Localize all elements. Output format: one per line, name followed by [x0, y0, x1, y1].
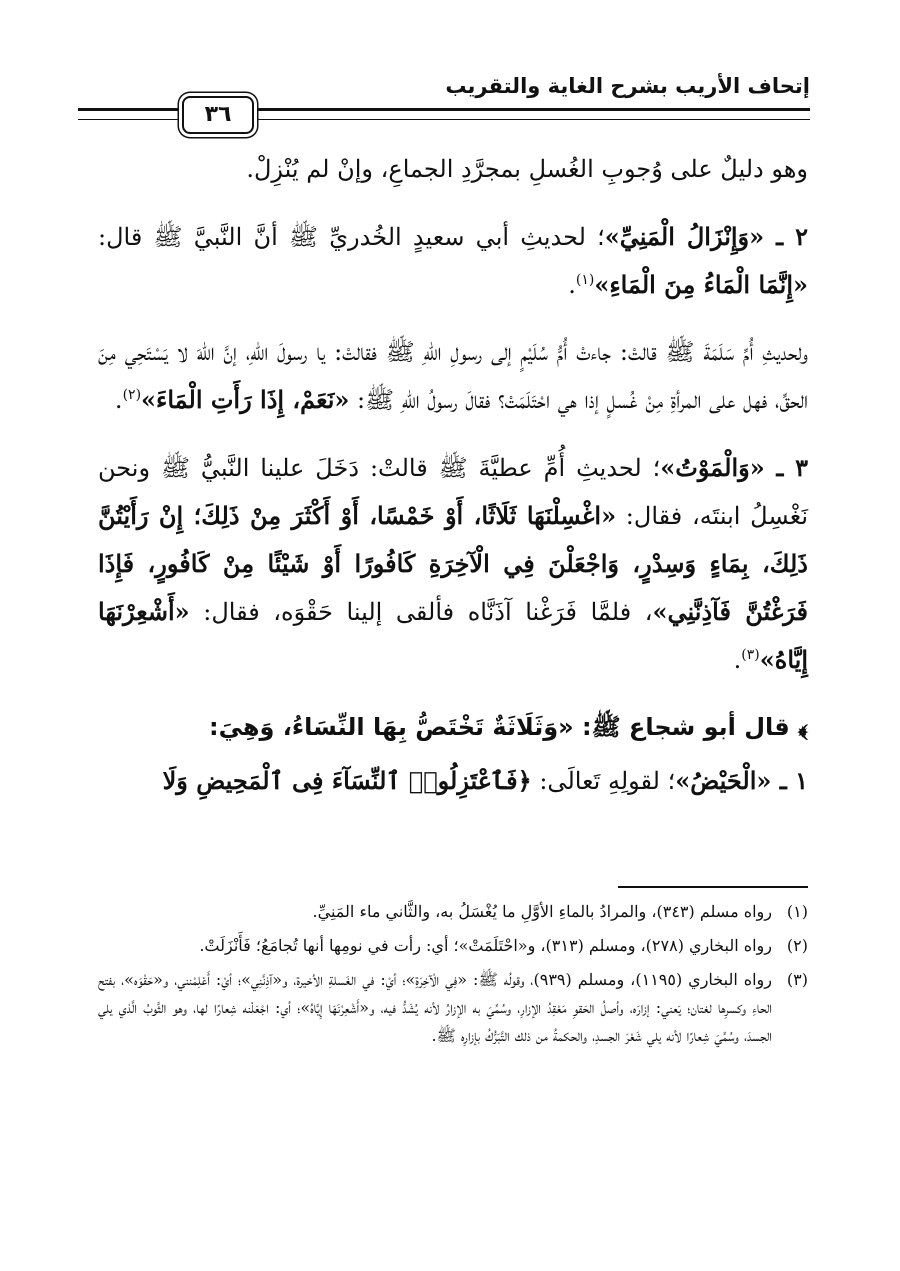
paragraph-3-text: ولحديثِ أُمِّ سَلَمَةَ ﷺ قالتْ: جاءتْ أُمُّ سُلَيْمٍ إلى رسولِ اللهِ ﷺ فقالتْ: يا رسولَ اللهِ، إنَّ اللهَ لا يَسْتَحِي مِنَ الحقِّ، فهل على المرأةِ مِنْ غُسلٍ إذا هي احْتَلَمَتْ؟ فقالَ رسولُ اللهِ ﷺ:: [98, 338, 808, 414]
footnote-ref-1[interactable]: (١): [575, 272, 595, 288]
quran-verse: ﴿فَٱعْتَزِلُوا۟ ٱلنِّسَآءَ فِى ٱلْمَحِيضِ وَلَا: [162, 766, 532, 795]
footnote-text: رواه مسلم (٣٤٣)، والمرادُ بالماءِ الأوَّلِ ما يُغْسَلُ به، والثَّاني ماء المَنِيِّ.: [312, 902, 772, 921]
item-2-hadith: «إِنَّمَا الْمَاءُ مِنَ الْمَاءِ»: [594, 270, 808, 299]
footnotes: [98, 898, 808, 1056]
paragraph-1-text: وهو دليلٌ على وُجوبِ الغُسلِ بمجرَّدِ الجماعِ، وإنْ لم يُنْزِلْ.: [246, 155, 808, 183]
page-number: ٣٦: [182, 96, 254, 134]
footnote-ref-3[interactable]: (٣): [741, 647, 760, 663]
footnote-number: (٣): [786, 970, 808, 989]
item-3-hadith-2: «أَشْعِرْنَهَا إِيَّاهُ»: [98, 597, 808, 674]
paragraph-3-end: .: [114, 386, 123, 414]
paragraph-4: [98, 444, 808, 684]
header-double-rule-right: [256, 110, 810, 120]
item-2-end: .: [568, 271, 576, 299]
item-3-lead: ٣ ـ «وَالْمَوْتُ»: [660, 453, 808, 482]
header-double-rule-left: [78, 110, 178, 120]
paragraph-2: [98, 213, 808, 309]
footnote: [98, 898, 808, 926]
item-2-text: ؛ لحديثِ أبي سعيدٍ الخُدريِّ ﷺ أنَّ النَّبيَّ ﷺ قال:: [98, 223, 605, 251]
item-1-lead: ١ ـ «الْحَيْضُ»: [675, 766, 808, 795]
footnote-separator: [618, 886, 808, 888]
footnote-number: (١): [786, 902, 808, 921]
paragraph-3: [98, 329, 808, 424]
section-heading: [98, 704, 808, 751]
item-1-text: ؛ لقولِهِ تَعالَى:: [531, 767, 676, 795]
item-3-text-2: ، فلمَّا فَرَغْنا آذَنَّاه فألقى إلينا حَقْوَه، فقال:: [189, 598, 653, 626]
footnote-text: رواه البخاري (٢٧٨)، ومسلم (٣١٣)، و«احْتَلَمَتْ»؛ أي: رأت في نومِها أنها تُجامَعُ؛ فَأَنْزَلَتْ.: [199, 936, 772, 955]
page-header: [78, 62, 810, 132]
item-3-end: .: [733, 646, 742, 674]
item-2-lead: ٢ ـ «وَإِنْزَالُ الْمَنِيِّ»: [604, 222, 808, 251]
footnote: [98, 932, 808, 960]
footnote-number: (٢): [786, 936, 808, 955]
paragraph-6: [98, 757, 808, 805]
item-3-hadith-1: «اغْسِلْنَهَا ثَلَاثًا، أَوْ خَمْسًا، أَوْ أَكْثَرَ مِنْ ذَلِكَ؛ إِنْ رَأَيْتُنَّ ذَلِكَ، بِمَاءٍ وَسِدْرٍ، وَاجْعَلْنَ فِي الْآخِرَةِ كَافُورًا أَوْ شَيْئًا مِنْ كَافُورٍ، فَإِذَا فَرَغْتُنَّ فَآذِنَّنِي»: [98, 501, 808, 626]
paragraph-3-hadith: «نَعَمْ، إِذَا رَأَتِ الْمَاءَ»: [141, 385, 350, 414]
footnote-text: رواه البخاري (١١٩٥)، ومسلم (٩٣٩)، وقولُه ﷺ: «فِي الْآخِرَةِ»؛ أيْ: في الغَسلةِ الأخيرة، و«آذِنَّنِي»؛ أيْ: أَعْلِمْنني، و«حَقْوَه»، بفتح الحاءِ وكسرِها لغتان؛ يَعني: إزارَه، وأصلُ الحَقوِ مَعْقِدُ الإزارِ، وسُمِّيَ به الإزارُ لأنه يُشَدُّ فيه، و«أَشْعِرْنَهَا إِيَّاهُ»؛ أي: اجْعَلْنه شِعارًا لها، وهو الثَّوبُ الَّذي يلي الجسدَ، وسُمِّيَ شِعارًا لأنه يلي شَعْرَ الجسدِ، والحكمةُ من ذلك التَّبَرُّكُ بإزارِه ﷺ.: [98, 970, 773, 1045]
footnote: [98, 966, 808, 1050]
section-heading-text: ﴾ قال أبو شجاع ﷺ: «وَثَلَاثَةٌ تَخْتَصُّ بِهَا النِّسَاءُ، وَهِيَ:: [208, 713, 808, 741]
item-3-text-1: ؛ لحديثِ أُمِّ عطيَّةَ ﷺ قالتْ: دَخَلَ علينا النَّبيُّ ﷺ ونحن نَغْسِلُ ابنتَه، فقال:: [98, 454, 808, 530]
book-title: إتحاف الأريب بشرح الغاية والتقريب: [445, 74, 810, 98]
paragraph-1: [98, 146, 808, 193]
main-text: [98, 146, 808, 825]
footnote-ref-2[interactable]: (٢): [122, 387, 142, 403]
